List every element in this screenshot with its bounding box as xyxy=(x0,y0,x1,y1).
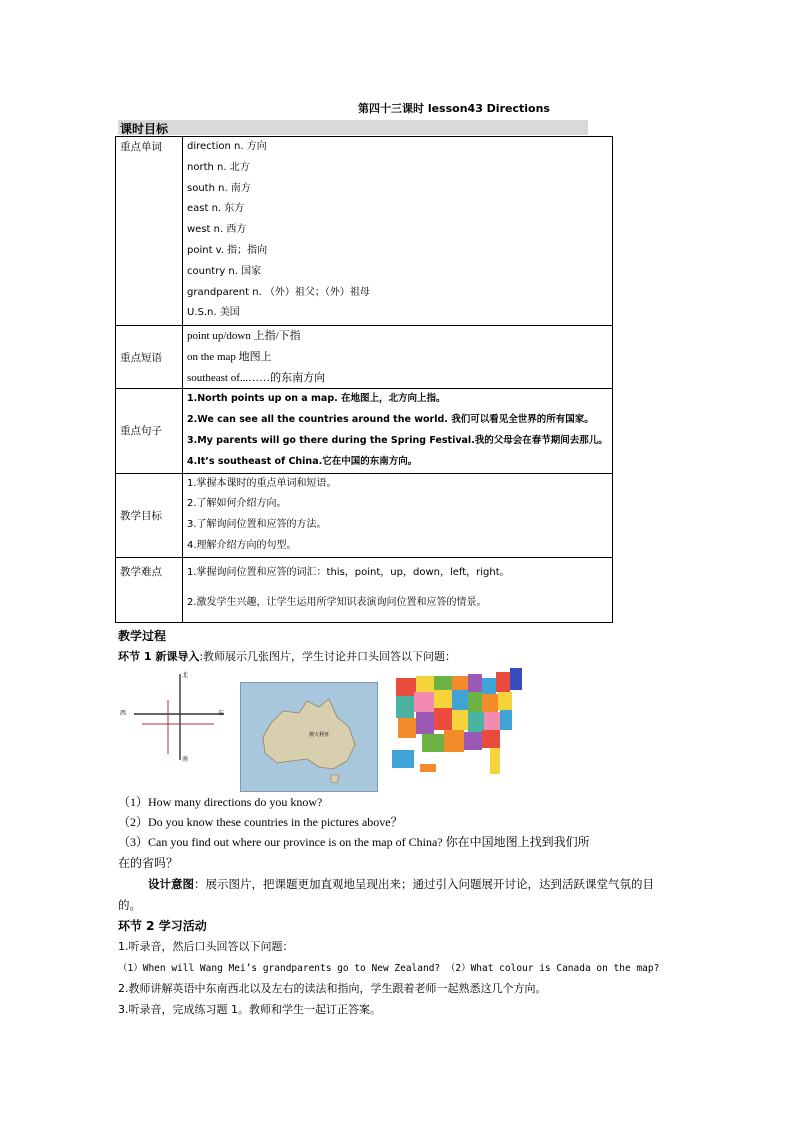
design-intent-label: 设计意图 xyxy=(148,877,194,891)
row-label: 教学难点 xyxy=(120,565,162,578)
list-item: grandparent n. （外）祖父；（外）祖母 xyxy=(187,286,370,298)
list-item: 2.教师讲解英语中东南西北以及左右的读法和指向，学生跟着老师一起熟悉这几个方向。 xyxy=(118,982,547,995)
compass-east-label: 东 xyxy=(218,710,225,717)
question-line: （3）Can you find out where our province is on the map of China? 你在中国地图上找到我们所 xyxy=(118,835,590,849)
compass-south-label: 南 xyxy=(182,756,189,763)
process-heading: 教学过程 xyxy=(118,629,167,643)
list-item: country n. 国家 xyxy=(187,265,262,277)
list-item: 4.理解介绍方向的句型。 xyxy=(187,539,297,551)
australia-map-label: 澳大利亚 xyxy=(309,732,330,738)
row-content-cell xyxy=(183,557,613,622)
question-line: 在的省吗？ xyxy=(118,856,179,870)
question-line: （1）How many directions do you know? xyxy=(118,795,323,809)
list-item: point up/down 上指/下指 xyxy=(187,330,301,342)
table-row xyxy=(116,557,613,622)
list-item: 1.掌握询问位置和应答的词汇：this，point，up，down，left，right。 xyxy=(187,566,510,578)
list-item: （1）When will Wang Mei’s grandparents go to New Zealand? （2）What colour is Canada on the map? xyxy=(118,963,660,974)
list-item: 2.了解如何介绍方向。 xyxy=(187,498,287,510)
list-item: 3.听录音，完成练习题 1。教师和学生一起订正答案。 xyxy=(118,1003,381,1016)
row-content-cell xyxy=(183,473,613,557)
australia-map-image xyxy=(240,682,378,792)
row-label: 重点句子 xyxy=(120,425,162,438)
step1-text: :教师展示几张图片，学生讨论并口头回答以下问题： xyxy=(199,650,457,663)
list-item: point v. 指；指向 xyxy=(187,244,268,256)
row-label-cell xyxy=(116,326,183,389)
step1-line xyxy=(118,648,456,664)
row-content-cell xyxy=(183,137,613,326)
list-item: west n. 西方 xyxy=(187,224,247,236)
list-item: southeast of...……的东南方向 xyxy=(187,371,326,384)
compass-north-label: 北 xyxy=(182,672,189,679)
section-heading-bar xyxy=(118,120,588,135)
list-item: 3.了解询问位置和应答的方法。 xyxy=(187,519,327,531)
row-content-cell xyxy=(183,389,613,473)
list-item: south n. 南方 xyxy=(187,182,251,194)
question-line: （2）Do you know these countries in the pictures above？ xyxy=(118,815,403,829)
row-label-cell xyxy=(116,557,183,622)
compass-west-label: 西 xyxy=(120,710,127,717)
table-row xyxy=(116,326,613,389)
list-item: 1.掌握本课时的重点单词和短语。 xyxy=(187,477,337,489)
list-item: 2.激发学生兴趣，让学生运用所学知识表演询问位置和应答的情景。 xyxy=(187,596,487,608)
step1-label: 环节 1 新课导入 xyxy=(118,650,200,663)
table-row xyxy=(116,389,613,473)
row-label-cell xyxy=(116,389,183,473)
compass-figure xyxy=(118,668,230,768)
row-label: 重点短语 xyxy=(120,351,162,364)
list-item: 4.It’s southeast of China.它在中国的东南方向。 xyxy=(187,455,418,467)
table-row xyxy=(116,473,613,557)
table-row xyxy=(116,137,613,326)
row-label: 重点单词 xyxy=(120,141,162,153)
usa-map-image xyxy=(386,664,534,784)
list-item: east n. 东方 xyxy=(187,203,245,215)
page-title: 第四十三课时 lesson43 Directions xyxy=(358,102,550,115)
compass-icon xyxy=(118,668,230,768)
list-item: on the map 地图上 xyxy=(187,350,272,363)
design-intent-text: ：展示图片，把课题更加直观地呈现出来；通过引入问题展开讨论，达到活跃课堂气氛的目 xyxy=(194,877,654,891)
row-label-cell xyxy=(116,137,183,326)
step2-heading: 环节 2 学习活动 xyxy=(118,919,207,933)
list-item: 1.North points up on a map. 在地图上，北方向上指。 xyxy=(187,393,446,405)
list-item: direction n. 方向 xyxy=(187,141,267,152)
section-heading: 课时目标 xyxy=(120,122,169,136)
lesson-goals-table xyxy=(115,136,613,623)
list-item: 3.My parents will go there during the Spring Festival.我的父母会在春节期间去那儿。 xyxy=(187,434,608,446)
usa-map-icon xyxy=(386,664,534,784)
list-item: 1.听录音，然后口头回答以下问题： xyxy=(118,940,294,953)
list-item: U.S.n. 美国 xyxy=(187,307,240,319)
row-content-cell xyxy=(183,326,613,389)
design-intent-line: 的。 xyxy=(118,898,141,912)
design-intent-line xyxy=(148,876,654,892)
list-item: north n. 北方 xyxy=(187,161,250,173)
row-label: 教学目标 xyxy=(120,509,162,522)
row-label-cell xyxy=(116,473,183,557)
list-item: 2.We can see all the countries around the world. 我们可以看见全世界的所有国家。 xyxy=(187,414,594,426)
